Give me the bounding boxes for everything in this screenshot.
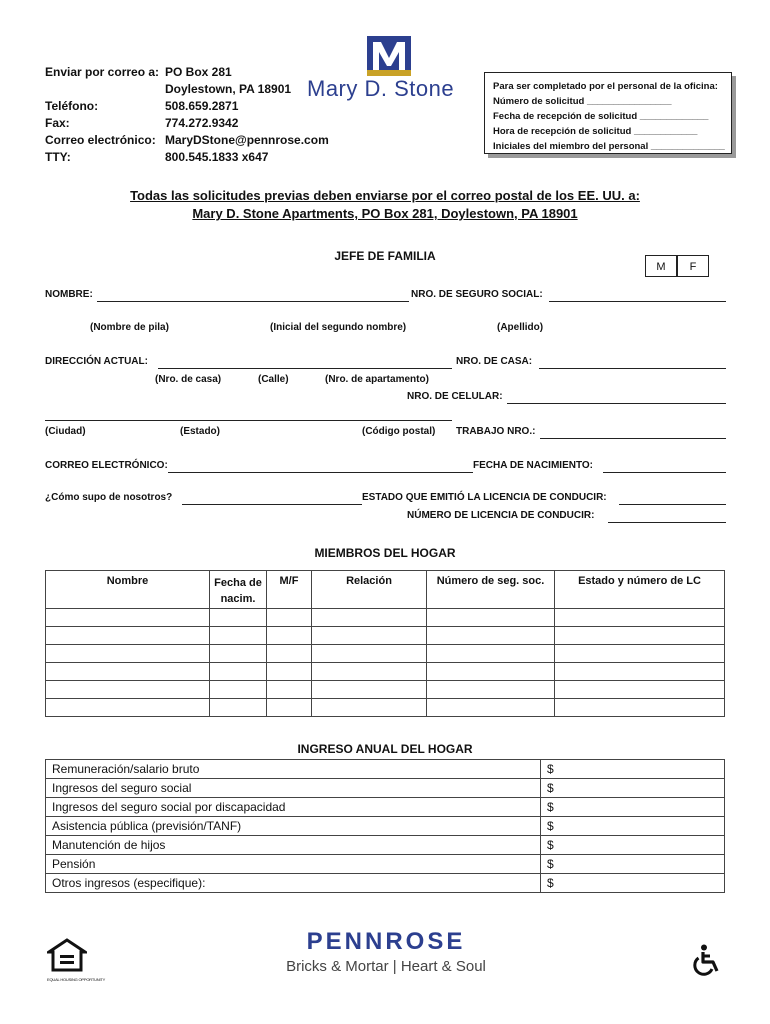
income-row[interactable] bbox=[46, 836, 725, 855]
equal-housing-logo bbox=[47, 938, 106, 982]
household-title: MIEMBROS DEL HOGAR bbox=[314, 546, 456, 560]
notice-line1: Todas las solicitudes previas deben enviarse por el correo postal de los EE. UU. a: bbox=[130, 188, 640, 203]
ssn-label: NRO. DE SEGURO SOCIAL: bbox=[411, 289, 543, 300]
col-ssn: Número de seg. soc. bbox=[427, 571, 555, 609]
currency-symbol[interactable]: $ bbox=[541, 760, 725, 779]
email-value: MaryDStone@pennrose.com bbox=[165, 133, 329, 147]
income-label: Manutención de hijos bbox=[46, 836, 541, 855]
home-phone-label: NRO. DE CASA: bbox=[456, 356, 533, 367]
office-line: Número de solicitud ________________ bbox=[493, 96, 672, 107]
license-state-label: ESTADO QUE EMITIÓ LA LICENCIA DE CONDUCIR: bbox=[362, 492, 607, 503]
referral-field[interactable] bbox=[182, 504, 362, 505]
license-number-label: NÚMERO DE LICENCIA DE CONDUCIR: bbox=[407, 510, 595, 521]
currency-symbol[interactable]: $ bbox=[541, 817, 725, 836]
referral-label: ¿Cómo supo de nosotros? bbox=[45, 492, 173, 503]
income-label: Pensión bbox=[46, 855, 541, 874]
female-box[interactable]: F bbox=[677, 255, 709, 277]
currency-symbol[interactable]: $ bbox=[541, 874, 725, 893]
table-row[interactable] bbox=[46, 645, 725, 663]
first-name-hint: (Nombre de pila) bbox=[90, 322, 169, 333]
last-name-hint: (Apellido) bbox=[497, 322, 544, 333]
license-number-field[interactable] bbox=[608, 522, 726, 523]
address-field[interactable] bbox=[158, 368, 452, 369]
ssn-field[interactable] bbox=[549, 301, 726, 302]
office-line: Hora de recepción de solicitud ____________ bbox=[493, 126, 698, 137]
contact-block bbox=[45, 64, 345, 174]
email-field[interactable] bbox=[168, 472, 473, 473]
table-row[interactable] bbox=[46, 699, 725, 717]
dob-label: FECHA DE NACIMIENTO: bbox=[473, 460, 593, 471]
income-label: Remuneración/salario bruto bbox=[46, 760, 541, 779]
name-label: NOMBRE: bbox=[45, 289, 93, 300]
work-phone-field[interactable] bbox=[540, 438, 726, 439]
street-hint: (Calle) bbox=[258, 374, 289, 385]
office-box-title: Para ser completado por el personal de la oficina: bbox=[493, 81, 718, 92]
head-of-household-title: JEFE DE FAMILIA bbox=[334, 249, 436, 263]
table-row[interactable] bbox=[46, 609, 725, 627]
currency-symbol[interactable]: $ bbox=[541, 798, 725, 817]
income-label: Ingresos del seguro social bbox=[46, 779, 541, 798]
male-box[interactable]: M bbox=[645, 255, 677, 277]
table-row[interactable] bbox=[46, 663, 725, 681]
mail-line1: PO Box 281 bbox=[165, 65, 232, 79]
fax-label: Fax: bbox=[45, 116, 70, 130]
cell-label: NRO. DE CELULAR: bbox=[407, 391, 503, 402]
office-line: Iniciales del miembro del personal ______________ bbox=[493, 141, 725, 152]
income-row[interactable] bbox=[46, 779, 725, 798]
col-name: Nombre bbox=[46, 571, 210, 609]
currency-symbol[interactable]: $ bbox=[541, 779, 725, 798]
col-license: Estado y número de LC bbox=[555, 571, 725, 609]
col-relation: Relación bbox=[312, 571, 427, 609]
cell-field[interactable] bbox=[507, 403, 726, 404]
license-state-field[interactable] bbox=[619, 504, 726, 505]
office-use-box bbox=[484, 72, 732, 154]
mail-label: Enviar por correo a: bbox=[45, 65, 160, 79]
income-row[interactable] bbox=[46, 798, 725, 817]
home-phone-field[interactable] bbox=[539, 368, 726, 369]
apartment-hint: (Nro. de apartamento) bbox=[325, 374, 429, 385]
tty-label: TTY: bbox=[45, 150, 71, 164]
income-row[interactable] bbox=[46, 817, 725, 836]
work-phone-label: TRABAJO NRO.: bbox=[456, 426, 536, 437]
income-row[interactable] bbox=[46, 874, 725, 893]
col-sex: M/F bbox=[267, 571, 312, 609]
currency-symbol[interactable]: $ bbox=[541, 836, 725, 855]
zip-hint: (Código postal) bbox=[362, 426, 436, 437]
brand-name: Mary D. Stone bbox=[307, 76, 455, 101]
income-label: Otros ingresos (especifique): bbox=[46, 874, 541, 893]
tty-value: 800.545.1833 x647 bbox=[165, 150, 269, 164]
middle-initial-hint: (Inicial del segundo nombre) bbox=[270, 322, 407, 333]
currency-symbol[interactable]: $ bbox=[541, 855, 725, 874]
household-table bbox=[45, 570, 725, 717]
income-label: Asistencia pública (previsión/TANF) bbox=[46, 817, 541, 836]
income-table bbox=[45, 759, 725, 893]
house-number-hint: (Nro. de casa) bbox=[155, 374, 222, 385]
fax-value: 774.272.9342 bbox=[165, 116, 239, 130]
col-dob: Fecha de nacim. bbox=[210, 571, 267, 609]
email-label: Correo electrónico: bbox=[45, 133, 156, 147]
notice-line2: Mary D. Stone Apartments, PO Box 281, Doylestown, PA 18901 bbox=[192, 206, 578, 221]
city-state-zip-field[interactable] bbox=[45, 420, 452, 421]
phone-value: 508.659.2871 bbox=[165, 99, 239, 113]
name-field[interactable] bbox=[97, 301, 409, 302]
monogram-icon bbox=[367, 36, 411, 76]
income-label: Ingresos del seguro social por discapacidad bbox=[46, 798, 541, 817]
email-field-label: CORREO ELECTRÓNICO: bbox=[45, 460, 168, 471]
table-row[interactable] bbox=[46, 681, 725, 699]
phone-label: Teléfono: bbox=[45, 99, 99, 113]
pennrose-tagline: Bricks & Mortar | Heart & Soul bbox=[286, 958, 486, 975]
table-row[interactable] bbox=[46, 627, 725, 645]
office-line: Fecha de recepción de solicitud _____________ bbox=[493, 111, 709, 122]
income-title: INGRESO ANUAL DEL HOGAR bbox=[297, 742, 473, 756]
address-label: DIRECCIÓN ACTUAL: bbox=[45, 356, 148, 367]
equal-housing-text: EQUAL HOUSING OPPORTUNITY bbox=[47, 977, 106, 982]
mary-d-stone-logo bbox=[305, 36, 470, 106]
state-hint: (Estado) bbox=[180, 426, 220, 437]
dob-field[interactable] bbox=[603, 472, 726, 473]
mail-line2: Doylestown, PA 18901 bbox=[165, 82, 292, 96]
city-hint: (Ciudad) bbox=[45, 426, 86, 437]
equal-housing-icon bbox=[47, 938, 87, 972]
wheelchair-icon bbox=[692, 944, 722, 976]
income-row[interactable] bbox=[46, 855, 725, 874]
income-row[interactable] bbox=[46, 760, 725, 779]
pennrose-brand: PENNROSE bbox=[306, 928, 466, 955]
